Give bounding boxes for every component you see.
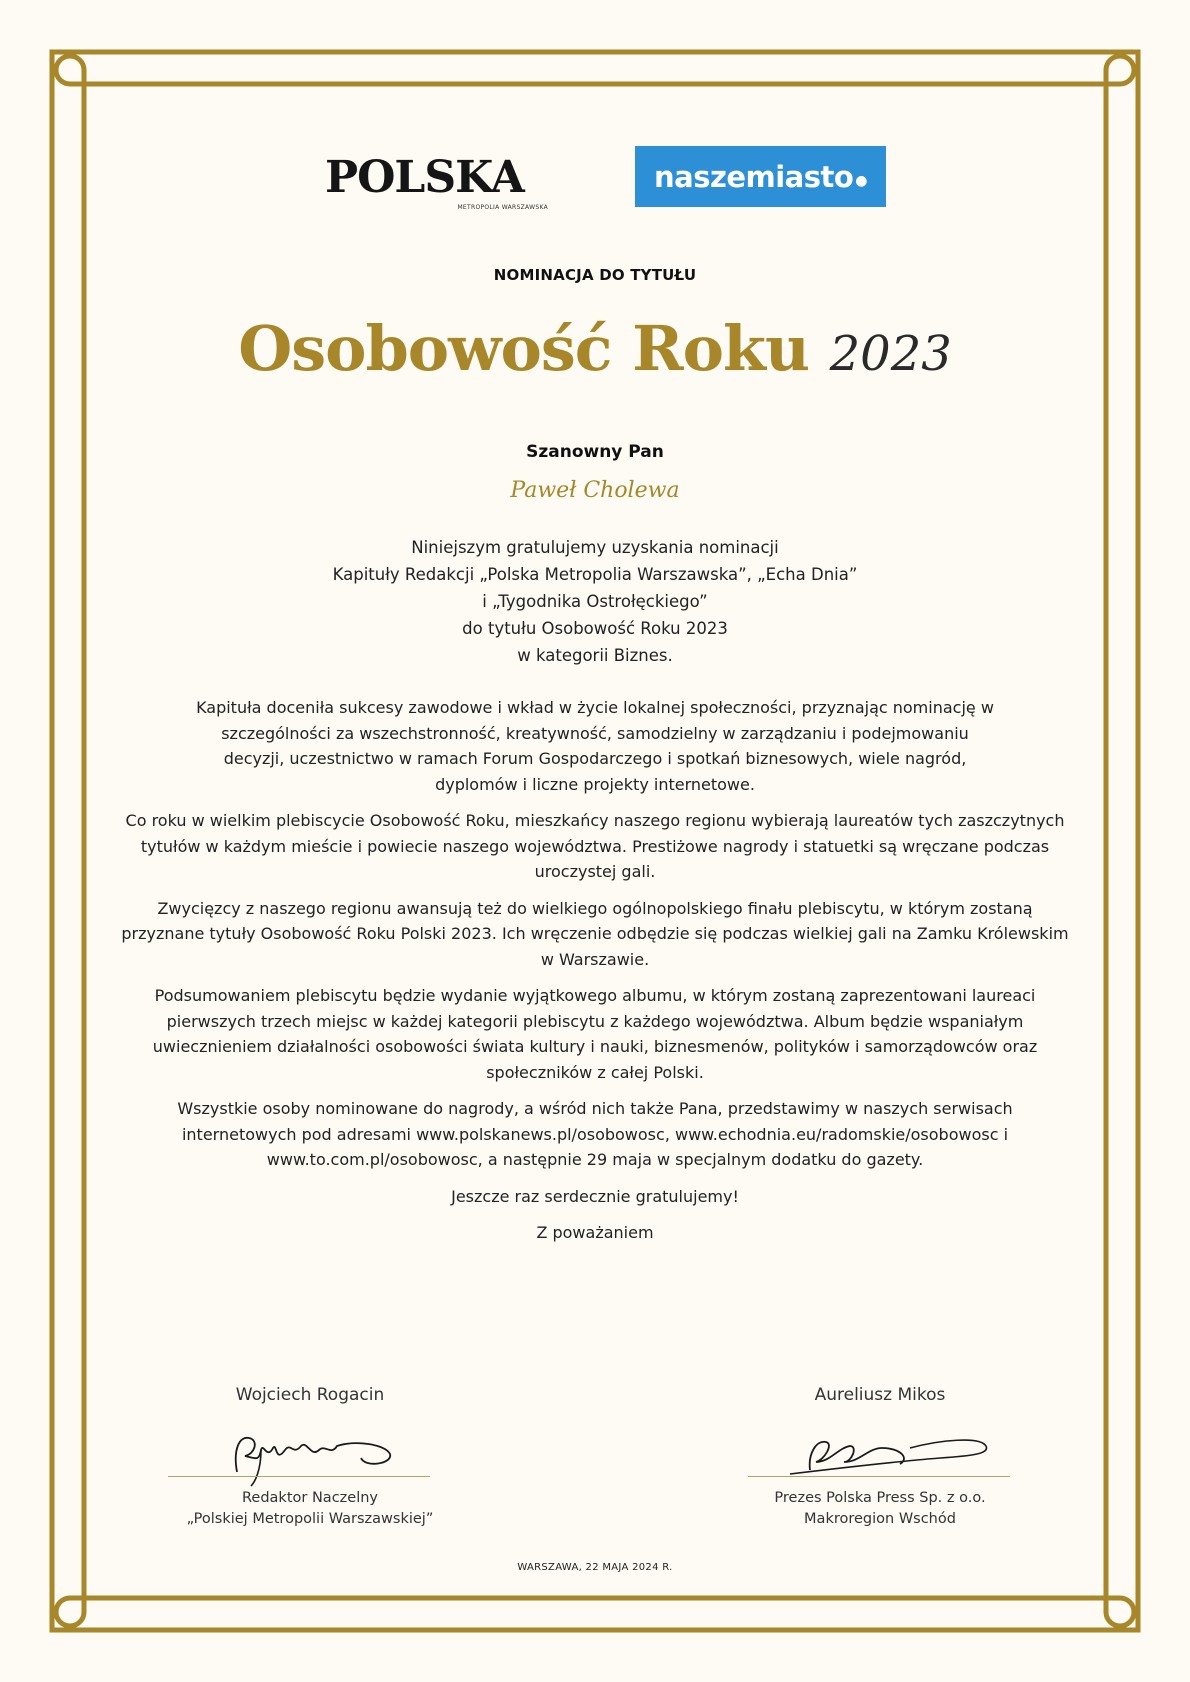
award-title: [0, 312, 1190, 385]
signature-line-right: [748, 1476, 1010, 1477]
signature-line-left: [168, 1476, 430, 1477]
place-and-date: WARSZAWA, 22 MAJA 2024 R.: [517, 1562, 673, 1573]
intro-text: [0, 534, 1190, 669]
handwritten-signature-right: [750, 1418, 1010, 1488]
naszemiasto-dot-icon: ●: [855, 172, 868, 189]
regards-line: Z poważaniem: [536, 1223, 654, 1242]
signer-name: Wojciech Rogacin: [235, 1385, 385, 1405]
greeting: Szanowny Pan: [526, 442, 664, 462]
logos-row: [0, 146, 1190, 216]
recipient-name: Paweł Cholewa: [510, 478, 680, 503]
intro-line: Kapituły Redakcji „Polska Metropolia Warszawska”, „Echa Dnia”: [332, 565, 858, 584]
signature-left: [170, 1385, 450, 1405]
body-paragraph: Podsumowaniem plebiscytu będzie wydanie wyjątkowego albumu, w którym zostaną zaprezentowani laureaci pierwszych trzech miejsc w każdej kategorii plebiscytu z każdego województwa. Album będzie wspaniałym uwiecznieniem działalności osobowości świata kultury i nauki, biznesmenów, polityków i samorządowców oraz społeczników z całej Polski.: [152, 986, 1038, 1082]
handwritten-signature-left: [215, 1420, 425, 1490]
body-paragraphs: [120, 695, 1070, 1257]
body-paragraph: Co roku w wielkim plebiscycie Osobowość Roku, mieszkańcy naszego regionu wybierają laureatów tych zaszczytnych tytułów w każdym mieście i powiecie naszego województwa. Prestiżowe nagrody i statuetki są wręczane podczas uroczystej gali.: [125, 811, 1065, 881]
body-paragraph: Zwycięzcy z naszego regionu awansują też do wielkiego ogólnopolskiego finału plebiscytu, w którym zostaną przyznane tytuły Osobowość Roku Polski 2023. Ich wręczenie odbędzie się podczas wielkiej gali na Zamku Królewskim w Warszawie.: [121, 898, 1069, 969]
signer-organization: „Polskiej Metropolii Warszawskiej”: [186, 1511, 434, 1527]
award-title-year: 2023: [829, 326, 952, 382]
signature-right-role: [720, 1488, 1040, 1530]
naszemiasto-logo-word: naszemiasto: [653, 159, 854, 194]
polska-logo: [325, 152, 550, 211]
intro-line: i „Tygodnika Ostrołęckiego”: [482, 592, 708, 611]
body-paragraph: Wszystkie osoby nominowane do nagrody, a wśród nich także Pana, przedstawimy w naszych serwisach internetowych pod adresami www.polskanews.pl/osobowosc, www.echodnia.eu/radomskie/osobowosc i www.to.com.pl/osobowosc, a następnie 29 maja w specjalnym dodatku do gazety.: [177, 1099, 1013, 1169]
nomination-label: NOMINACJA DO TYTUŁU: [493, 266, 697, 284]
body-paragraph: Kapituła doceniła sukcesy zawodowe i wkład w życie lokalnej społeczności, przyznając nominację w szczególności za wszechstronność, kreatywność, samodzielny w zarządzaniu i podejmowaniu decyzji, uczestnictwo w ramach Forum Gospodarczego i spotkań biznesowych, wiele nagród, dyplomów i liczne projekty internetowe.: [196, 698, 994, 794]
closing-line: Jeszcze raz serdecznie gratulujemy!: [451, 1186, 739, 1206]
intro-line: do tytułu Osobowość Roku 2023: [462, 619, 728, 638]
intro-line: Niniejszym gratulujemy uzyskania nominacji: [411, 538, 779, 557]
signature-right: [740, 1385, 1020, 1405]
polska-logo-word: POLSKA: [325, 152, 524, 203]
signature-left-role: [150, 1488, 470, 1530]
signer-name: Aureliusz Mikos: [814, 1385, 946, 1405]
signer-region: Makroregion Wschód: [804, 1511, 956, 1527]
signer-role: Prezes Polska Press Sp. z o.o.: [774, 1490, 986, 1506]
naszemiasto-logo: [635, 146, 886, 207]
polska-logo-subtitle: METROPOLIA WARSZAWSKA: [457, 204, 548, 211]
award-title-main: Osobowość Roku: [238, 312, 810, 385]
intro-line: w kategorii Biznes.: [517, 646, 673, 665]
signer-role: Redaktor Naczelny: [242, 1490, 378, 1506]
